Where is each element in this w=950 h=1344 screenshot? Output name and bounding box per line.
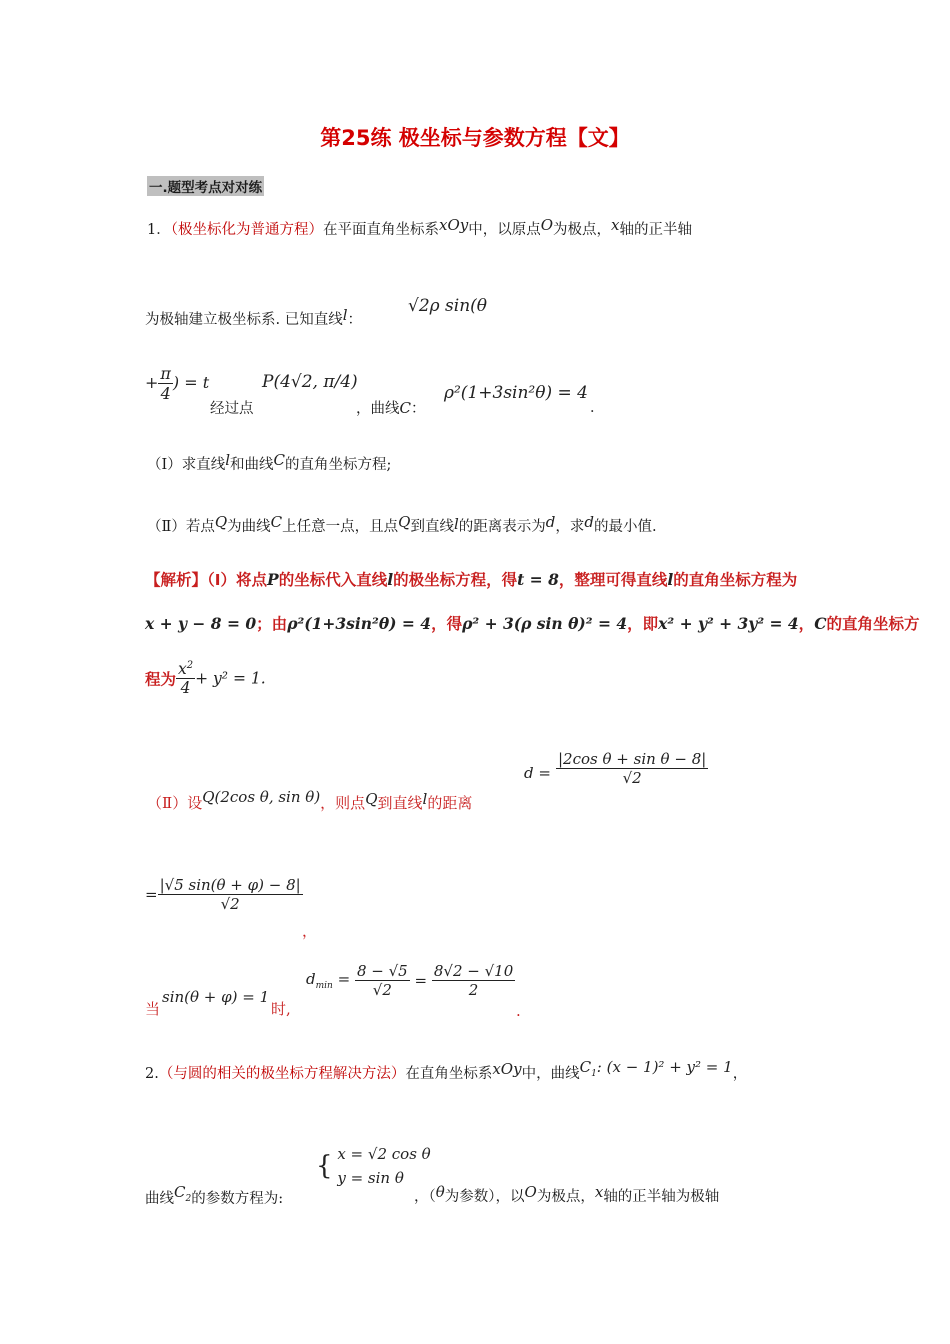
- q2-line1: 2.（与圆的相关的极坐标方程解决方法）在直角坐标系xOy中，曲线$C_1$: (x − 1)² + y² = 1，: [145, 1058, 748, 1082]
- q1-point-p: P(4√2, π/4): [262, 372, 358, 392]
- solution-line1: 【解析】（Ⅰ）将点P的坐标代入直线l的极坐标方程，得t = 8，整理可得直线l的直角坐标方程为: [145, 570, 798, 589]
- solution-line3: 程为 $\frac{x^2}{4}$ + y² = 1.: [145, 660, 266, 698]
- q1-tag: （极坐标化为普通方程）: [170, 222, 323, 238]
- q2-line2: 曲线$C_2$的参数方程为:: [145, 1183, 284, 1207]
- min-when: 当: [145, 1000, 161, 1018]
- q1-line-expr: √2ρ sin(θ: [408, 296, 488, 316]
- distance-formula-2: = $\frac{|√5 \sin(\theta + \varphi) - 8|}{√2}$: [145, 876, 301, 913]
- q1-curve-expr: ρ²(1+3sin²θ) = 4: [444, 383, 588, 403]
- distance-d-label: d =: [524, 764, 551, 782]
- q1-passes: 经过点: [210, 401, 254, 417]
- q1-line3-expr: + $\frac{\pi}{4}$ ) = t: [145, 364, 210, 403]
- q2-tag: （与圆的相关的极坐标方程解决方法）: [158, 1066, 406, 1082]
- solution-ii: （Ⅱ）设Q(2cos θ, sin θ)，则点Q到直线l的距离: [147, 788, 473, 812]
- section-heading: 一.题型考点对对练: [147, 176, 264, 196]
- q1-line1: 1．（极坐标化为普通方程）在平面直角坐标系xOy中，以原点O为极点，x轴的正半轴: [147, 216, 692, 238]
- q2-param-system: { x = √2 cos θ y = sin θ: [316, 1145, 431, 1187]
- q1-line2: 为极轴建立极坐标系. 已知直线l：: [145, 306, 363, 328]
- q1-part1: （Ⅰ）求直线l和曲线C的直角坐标方程;: [147, 451, 392, 473]
- min-condition: sin(θ + φ) = 1: [162, 988, 270, 1006]
- solution-line2: x + y − 8 = 0；由ρ²(1+3sin²θ) = 4，得ρ² + 3(ρ sin θ)² = 4，即x² + y² + 3y² = 4，C的直角坐标方: [145, 614, 920, 633]
- q2-line2-tail: ，（θ为参数），以O为极点，x轴的正半轴为极轴: [414, 1183, 720, 1205]
- q1-curve-line: ，曲线C：: [356, 399, 426, 417]
- page-title: 第25练 极坐标与参数方程【文】: [320, 126, 630, 150]
- q1-part2: （Ⅱ）若点Q为曲线C上任意一点，且点Q到直线l的距离表示为d，求d的最小值.: [147, 513, 657, 535]
- distance-formula: $\frac{\text{|2cos θ + sin θ − 8|}}{√2}$: [558, 750, 707, 787]
- min-value: $d_{min}$ = $\frac{8 - √5}{√2}$ = $\frac{8√2 - √10}{2}$: [306, 962, 514, 999]
- q1-number: 1．: [147, 222, 171, 238]
